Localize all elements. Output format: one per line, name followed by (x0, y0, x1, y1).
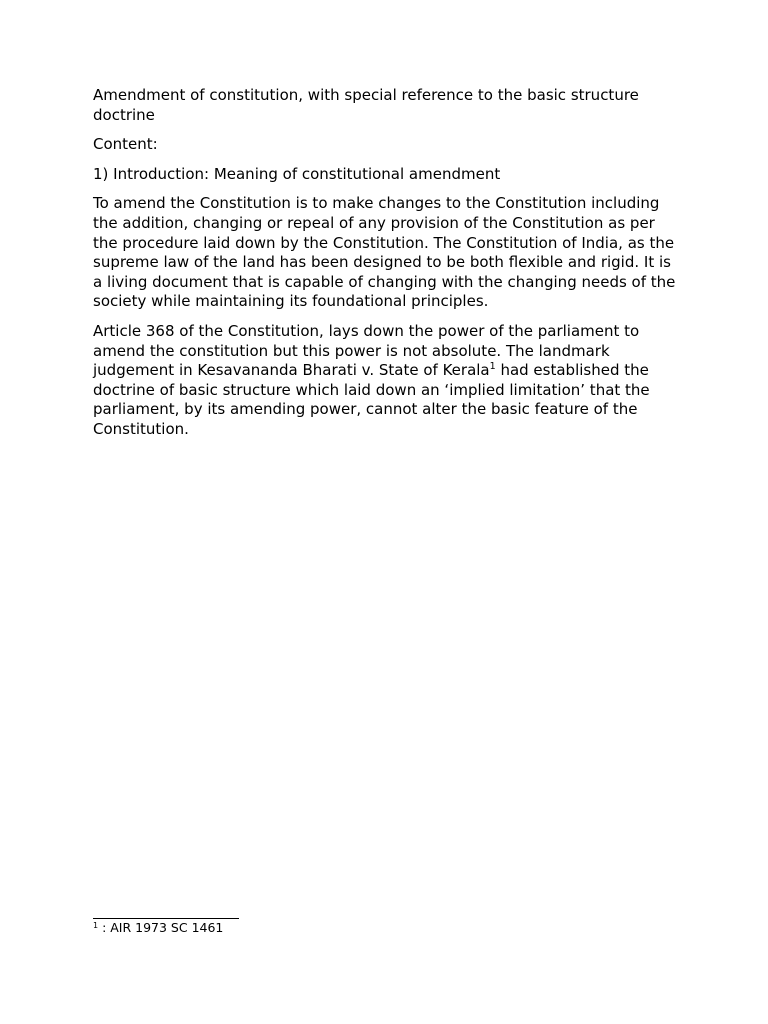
document-title: Amendment of constitution, with special reference to the basic structure doctrine (93, 86, 639, 124)
paragraph-2 (93, 322, 683, 440)
section-heading: 1) Introduction: Meaning of constitutional amendment (93, 164, 501, 183)
footnote-marker: 1 (93, 921, 99, 930)
paragraph-2-continuation: had established the doctrine of basic structure which laid down an ‘implied limitation’ that the parliament, by its amending power, cannot alter the basic feature of the Constitution. (93, 361, 650, 438)
paragraph-1: To amend the Constitution is to make changes to the Constitution including the addition, changing or repeal of any provision of the Constitution as per the procedure laid down by the Constitution. The Constitution of India, as the supreme law of the land has been designed to be both flexible and rigid. It is a living document that is capable of changing with the changing needs of the society while maintaining its foundational principles. (93, 194, 676, 311)
document-body (93, 86, 683, 450)
footnote-separator (93, 918, 239, 919)
paragraph-2-text: Article 368 of the Constitution, lays down the power of the parliament to amend the constitution but this power is not absolute. The landmark judgement in Kesavananda Bharati v. State of Kerala (93, 321, 640, 380)
content-label: Content: (93, 135, 158, 154)
footnote-text: : AIR 1973 SC 1461 (98, 920, 224, 935)
footnote (93, 920, 223, 936)
footnote-reference: 1 (489, 361, 496, 373)
